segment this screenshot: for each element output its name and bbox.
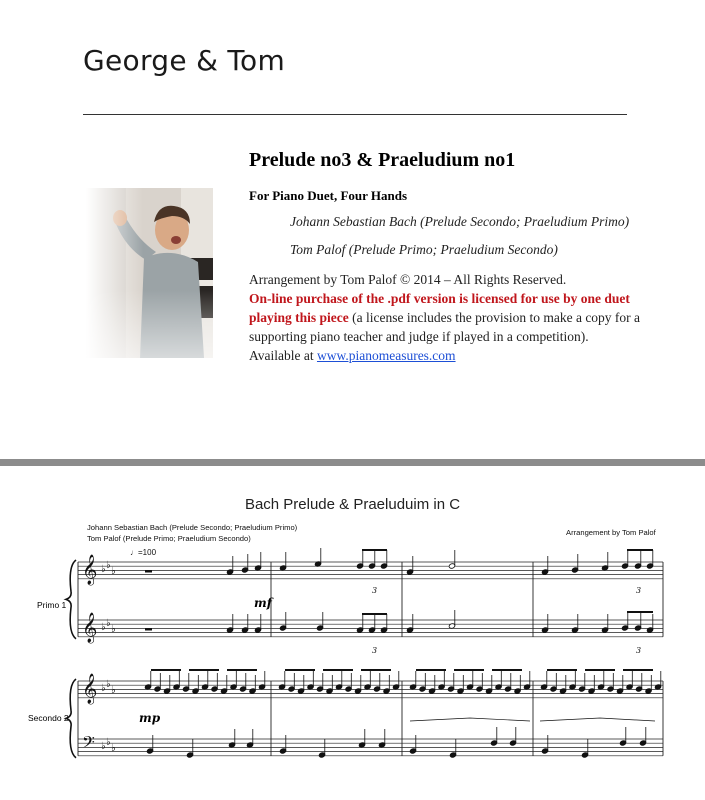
piece-subtitle: For Piano Duet, Four Hands	[249, 188, 408, 203]
license-paragraph	[249, 270, 669, 365]
triplet-mark: 3	[636, 646, 642, 655]
secondo-label: Secondo 2	[28, 713, 69, 723]
license-notice: On-line purchase of the .pdf version is licensed for use by one duet playing this piece	[249, 291, 630, 325]
whole-rest	[145, 628, 152, 631]
hairpin	[410, 718, 530, 721]
sheet-music	[0, 545, 705, 795]
dynamic-primo: mf	[254, 596, 272, 610]
availability-line	[249, 346, 669, 365]
flat-icon: ♭	[101, 564, 106, 575]
hairpin	[540, 718, 655, 721]
bass-clef-icon: 𝄢	[82, 732, 95, 756]
flat-icon: ♭	[106, 679, 111, 690]
flat-icon: ♭	[106, 737, 111, 748]
flat-icon: ♭	[111, 743, 116, 754]
triplet-mark: 3	[372, 646, 378, 655]
license-details: (a license includes the provision to make a copy for a supporting piano teacher and judge if played in a competition).	[249, 310, 641, 344]
credit-palof: Tom Palof (Prelude Primo; Praeludium Secondo)	[290, 242, 558, 257]
tempo-marking: ♩=100	[130, 548, 157, 557]
staff-brace	[66, 560, 76, 639]
whole-rest	[145, 570, 152, 573]
treble-clef-icon: 𝄞	[82, 674, 98, 704]
website-link[interactable]: www.pianomeasures.com	[316, 348, 456, 363]
available-label: Available at	[249, 348, 317, 363]
triplet-mark: 3	[372, 586, 378, 595]
piece-title: Prelude no3 & Praeludium no1	[249, 149, 516, 171]
primo-label: Primo 1	[37, 600, 67, 610]
staff-brace	[66, 679, 76, 758]
license-text	[249, 289, 669, 346]
triplet-mark: 3	[636, 586, 642, 595]
header-divider	[83, 114, 627, 115]
treble-clef-icon: 𝄞	[82, 613, 98, 643]
boy-at-piano-photo	[86, 188, 213, 358]
treble-clef-icon: 𝄞	[82, 555, 98, 585]
flat-icon: ♭	[106, 560, 111, 571]
page-header-title: George & Tom	[83, 44, 286, 77]
flat-icon: ♭	[101, 622, 106, 633]
flat-icon: ♭	[111, 685, 116, 696]
flat-icon: ♭	[101, 683, 106, 694]
flat-icon: ♭	[111, 624, 116, 635]
flat-icon: ♭	[106, 618, 111, 629]
copyright-line: Arrangement by Tom Palof © 2014 – All Rights Reserved.	[249, 272, 567, 287]
dynamic-secondo: mp	[139, 711, 161, 725]
score-arranger: Arrangement by Tom Palof	[566, 528, 656, 537]
score-composer-line2: Tom Palof (Prelude Primo; Praeludium Secondo)	[87, 534, 251, 543]
flat-icon: ♭	[101, 741, 106, 752]
score-composer-line1: Johann Sebastian Bach (Prelude Secondo; Praeludium Primo)	[87, 523, 298, 532]
flat-icon: ♭	[111, 566, 116, 577]
credit-bach: Johann Sebastian Bach (Prelude Secondo; Praeludium Primo)	[290, 214, 630, 229]
page-separator	[0, 459, 705, 466]
score-title: Bach Prelude & Praeluduim in C	[244, 496, 461, 513]
